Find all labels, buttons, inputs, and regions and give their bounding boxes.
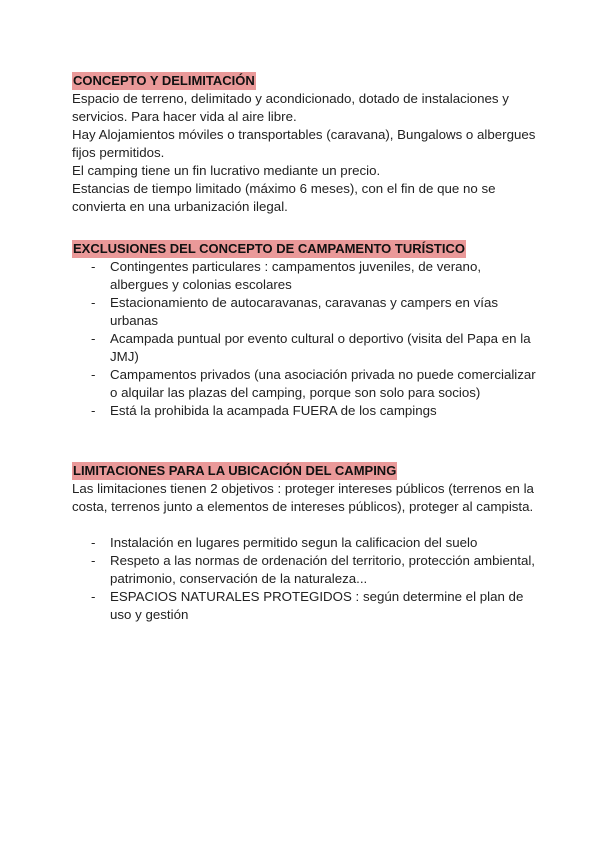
dash-bullet: - — [91, 295, 96, 310]
list-item-text: Campamentos privados (una asociación privada no puede comercializar o alquilar las plazas del camping, porque son solo para socios) — [110, 367, 536, 400]
list-item — [72, 294, 542, 330]
list-item-text: Instalación en lugares permitido segun la calificacion del suelo — [110, 535, 478, 550]
paragraph: Las limitaciones tienen 2 objetivos : proteger intereses públicos (terrenos en la costa, terrenos junto a elementos de intereses públicos), proteger al campista. — [72, 481, 534, 514]
list-item — [72, 588, 542, 624]
paragraph: Estancias de tiempo limitado (máximo 6 meses), con el fin de que no se convierta en una urbanización ilegal. — [72, 181, 496, 214]
bullet-list — [72, 258, 542, 420]
section-limitaciones — [72, 462, 542, 624]
list-item — [72, 366, 542, 402]
section-concepto — [72, 72, 542, 216]
paragraph: Hay Alojamientos móviles o transportables (caravana), Bungalows o albergues fijos permitidos. — [72, 127, 536, 160]
section-heading: CONCEPTO Y DELIMITACIÓN — [73, 73, 255, 88]
dash-bullet: - — [91, 403, 96, 418]
dash-bullet: - — [91, 367, 96, 382]
spacer — [72, 516, 542, 534]
dash-bullet: - — [91, 589, 96, 604]
list-item — [72, 402, 542, 420]
list-item-text: Está la prohibida la acampada FUERA de los campings — [110, 403, 437, 418]
dash-bullet: - — [91, 535, 96, 550]
list-item-text: Respeto a las normas de ordenación del territorio, protección ambiental, patrimonio, conservación de la naturaleza... — [110, 553, 535, 586]
list-item — [72, 534, 542, 552]
list-item — [72, 552, 542, 588]
section-exclusiones — [72, 240, 542, 420]
bullet-list — [72, 534, 542, 624]
dash-bullet: - — [91, 331, 96, 346]
list-item-text: Contingentes particulares : campamentos juveniles, de verano, albergues y colonias escolares — [110, 259, 482, 292]
section-heading: EXCLUSIONES DEL CONCEPTO DE CAMPAMENTO TURÍSTICO — [73, 241, 465, 256]
paragraph: Espacio de terreno, delimitado y acondicionado, dotado de instalaciones y servicios. Para hacer vida al aire libre. — [72, 91, 509, 124]
list-item — [72, 258, 542, 294]
list-item-text: ESPACIOS NATURALES PROTEGIDOS : según determine el plan de uso y gestión — [110, 589, 524, 622]
dash-bullet: - — [91, 553, 96, 568]
list-item — [72, 330, 542, 366]
section-heading: LIMITACIONES PARA LA UBICACIÓN DEL CAMPING — [73, 463, 397, 478]
list-item-text: Acampada puntual por evento cultural o deportivo (visita del Papa en la JMJ) — [110, 331, 531, 364]
dash-bullet: - — [91, 259, 96, 274]
paragraph: El camping tiene un fin lucrativo mediante un precio. — [72, 163, 381, 178]
list-item-text: Estacionamiento de autocaravanas, caravanas y campers en vías urbanas — [110, 295, 499, 328]
